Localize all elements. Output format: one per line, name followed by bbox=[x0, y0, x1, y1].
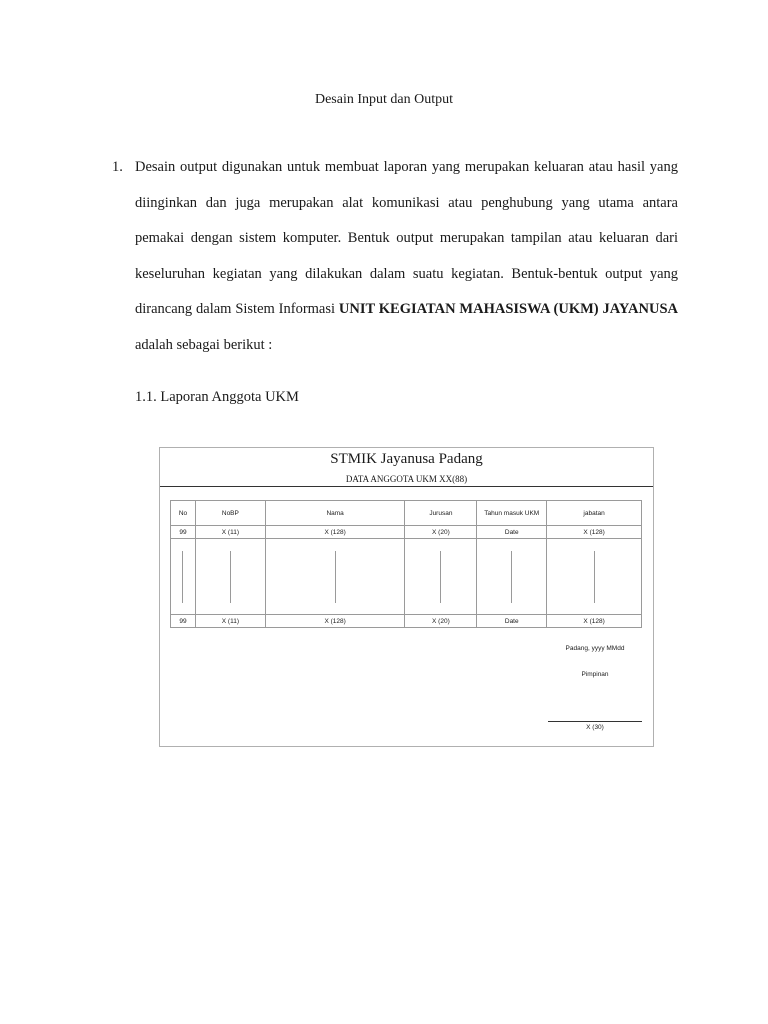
table-cell: Date bbox=[477, 615, 547, 628]
table-row bbox=[171, 615, 642, 628]
table-row bbox=[171, 526, 642, 539]
column-header-jurusan: Jurusan bbox=[405, 501, 477, 526]
column-header-nobp: NoBP bbox=[195, 501, 265, 526]
table-cell: X (128) bbox=[547, 526, 642, 539]
report-title: STMIK Jayanusa Padang bbox=[330, 451, 483, 467]
table-header-row bbox=[171, 501, 642, 526]
paragraph-bold-system-name: UNIT KEGIATAN MAHASISWA (UKM) JAYANUSA bbox=[338, 301, 678, 318]
continuation-cell bbox=[195, 539, 265, 615]
continuation-line bbox=[511, 551, 512, 603]
column-header-jabatan: jabatan bbox=[547, 501, 642, 526]
paragraph-1 bbox=[112, 150, 678, 364]
table-cell: X (11) bbox=[195, 526, 265, 539]
report-header-rule bbox=[160, 486, 653, 487]
report-mockup bbox=[159, 447, 654, 747]
paragraph-body bbox=[135, 150, 678, 364]
table-continuation-row bbox=[171, 539, 642, 615]
continuation-cell bbox=[405, 539, 477, 615]
continuation-line bbox=[182, 551, 183, 603]
table-cell: X (128) bbox=[265, 615, 405, 628]
column-header-no: No bbox=[171, 501, 196, 526]
table-cell: X (20) bbox=[405, 615, 477, 628]
continuation-line bbox=[440, 551, 441, 603]
paragraph-text-2: adalah sebagai berikut : bbox=[135, 336, 273, 353]
report-subtitle: DATA ANGGOTA UKM XX(88) bbox=[345, 474, 468, 484]
table-cell: X (11) bbox=[195, 615, 265, 628]
signature-line bbox=[548, 721, 642, 722]
paragraph-text-1: Desain output digunakan untuk membuat laporan yang merupakan keluaran atau hasil yang diinginkan dan juga merupakan alat komunikasi atau penghubung yang utama antara pemakai dengan sistem komputer. Bentuk output merupakan tampilan atau keluaran dari keseluruhan kegiatan yang dilakukan dalam suatu kegiatan. Bentuk-bentuk output yang dirancang dalam Sistem Informasi bbox=[135, 159, 678, 318]
signature-name: X (30) bbox=[586, 724, 604, 731]
continuation-line bbox=[335, 551, 336, 603]
signature-role: Pimpinan bbox=[581, 671, 609, 678]
table-cell: X (20) bbox=[405, 526, 477, 539]
continuation-cell bbox=[171, 539, 196, 615]
signature-place-date: Padang, yyyy MMdd bbox=[565, 645, 625, 652]
column-header-tahun-masuk: Tahun masuk UKM bbox=[477, 501, 547, 526]
table-cell: 99 bbox=[171, 526, 196, 539]
continuation-cell bbox=[547, 539, 642, 615]
continuation-line bbox=[230, 551, 231, 603]
member-table bbox=[170, 500, 642, 628]
continuation-cell bbox=[265, 539, 405, 615]
table-cell: 99 bbox=[171, 615, 196, 628]
subheading-laporan-anggota: 1.1. Laporan Anggota UKM bbox=[135, 389, 299, 405]
table-cell: Date bbox=[477, 526, 547, 539]
paragraph-number: 1. bbox=[112, 159, 123, 175]
document-title: Desain Input dan Output bbox=[314, 92, 454, 107]
column-header-nama: Nama bbox=[265, 501, 405, 526]
table-cell: X (128) bbox=[547, 615, 642, 628]
table-cell: X (128) bbox=[265, 526, 405, 539]
continuation-line bbox=[594, 551, 595, 603]
continuation-cell bbox=[477, 539, 547, 615]
